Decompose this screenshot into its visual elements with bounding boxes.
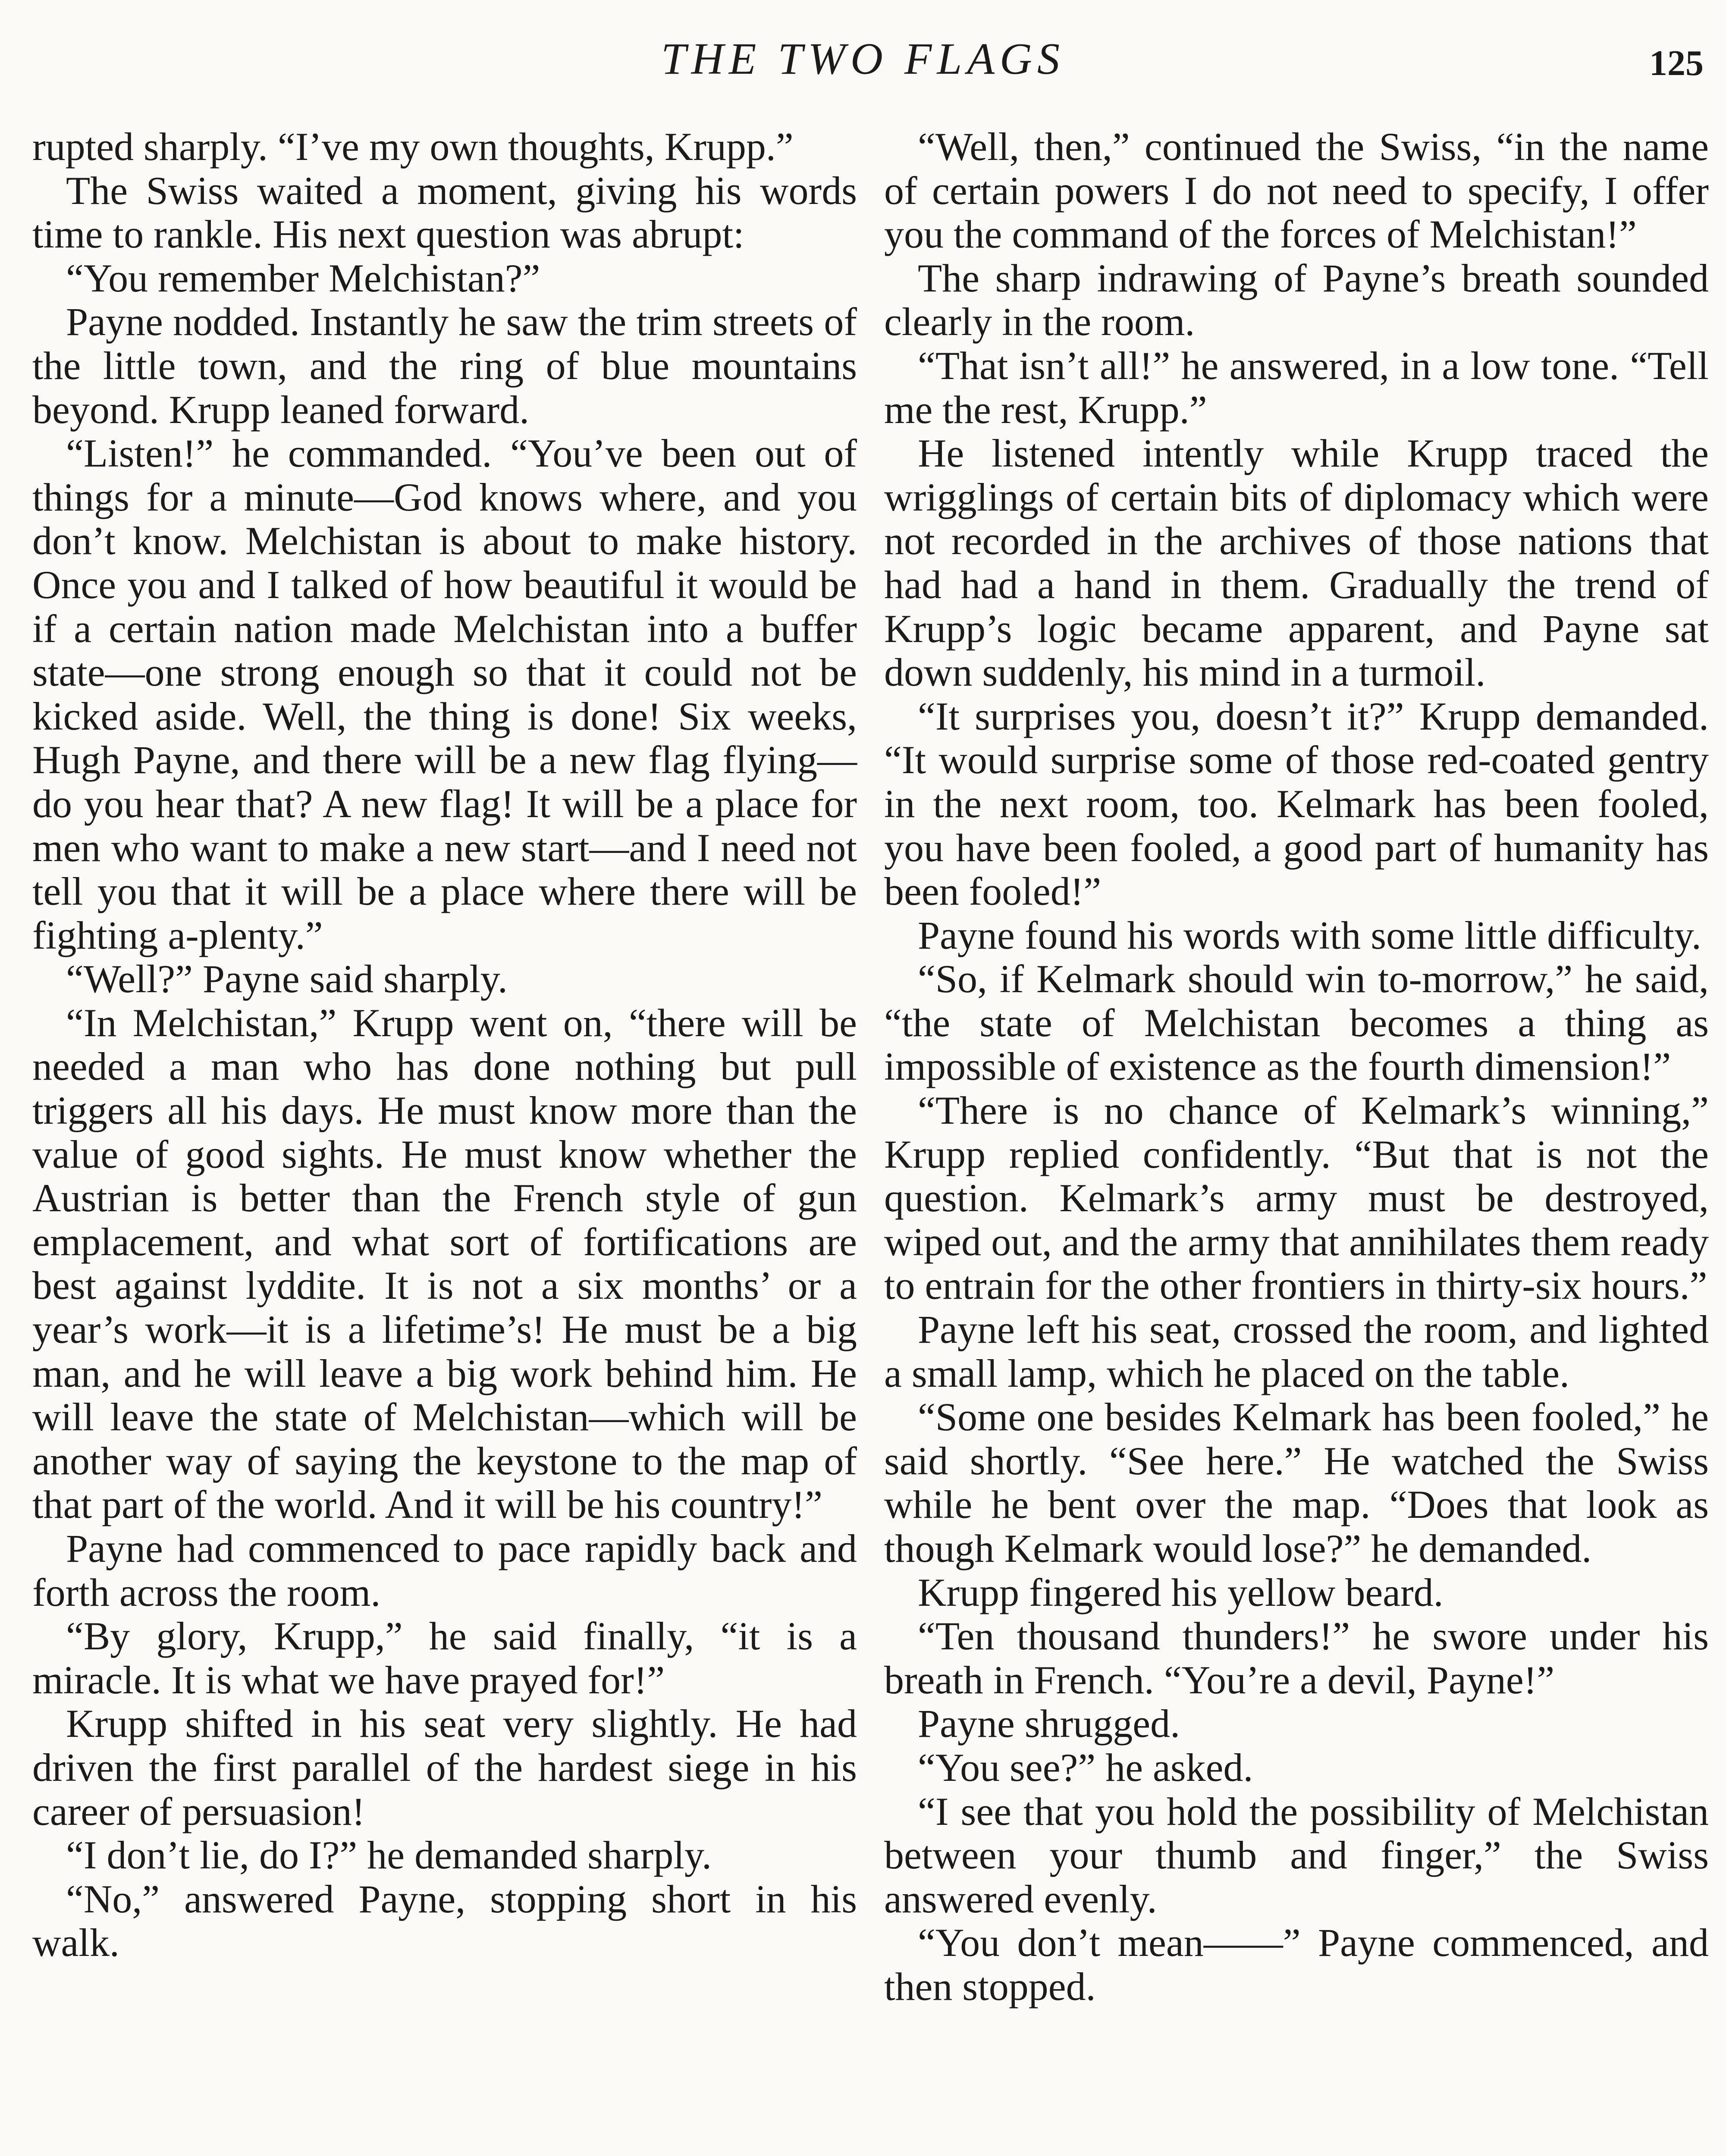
running-title: THE TWO FLAGS [661, 34, 1065, 84]
paragraph: He listened intently while Krupp traced the wrigglings of certain bits of diplomacy which were not recorded in the archives of those nations that had had a hand in them. Gradually the trend of Krupp’s logic became apparent, and Payne sat down suddenly, his mind in a turmoil. [884, 431, 1709, 695]
paragraph: “That isn’t all!” he answered, in a low tone. “Tell me the rest, Krupp.” [884, 343, 1709, 432]
paragraph: “There is no chance of Kelmark’s winning,” Krupp replied confidently. “But that is not the question. Kelmark’s army must be destroyed, wiped out, and the army that annihilates them ready to entrain for the other frontiers in thirty-six hours.” [884, 1088, 1709, 1308]
paragraph: Payne had commenced to pace rapidly back and forth across the room. [32, 1526, 857, 1614]
paragraph: rupted sharply. “I’ve my own thoughts, Krupp.” [32, 125, 794, 169]
paragraph: “You remember Melchistan?” [66, 256, 540, 300]
paragraph: Payne nodded. Instantly he saw the trim streets of the little town, and the ring of blue mountains beyond. Krupp leaned forward. [32, 300, 857, 432]
paragraph: “You don’t mean——” Payne commenced, and then stopped. [884, 1921, 1709, 2009]
paragraph: “Listen!” he commanded. “You’ve been out of things for a minute—God knows where, and you don’t know. Melchistan is about to make history. Once you and I talked of how beautiful it would be if a certain nation made Melchistan into a buffer state—one strong enough so that it could not be kicked aside. Well, the thing is done! Six weeks, Hugh Payne, and there will be a new flag flying—do you hear that? A new flag! It will be a place for men who want to make a new start—and I need not tell you that it will be a place where there will be fighting a-plenty.” [32, 431, 857, 957]
paragraph: “In Melchistan,” Krupp went on, “there will be needed a man who has done nothing but pull triggers all his days. He must know more than the value of good sights. He must know whether the Austrian is better than the French style of gun emplacement, and what sort of fortifications are best against lyddite. It is not a six months’ or a year’s work—it is a lifetime’s! He must be a big man, and he will leave a big work behind him. He will leave the state of Melchistan—which will be another way of saying the keystone to the map of that part of the world. And it will be his country!” [32, 1000, 857, 1527]
paragraph: The Swiss waited a moment, giving his words time to rankle. His next question was abrupt: [32, 168, 857, 257]
paragraph: “Well?” Payne said sharply. [66, 957, 508, 1001]
paragraph: “Ten thousand thunders!” he swore under his breath in French. “You’re a devil, Payne!” [884, 1614, 1709, 1702]
paragraph: “I don’t lie, do I?” he demanded sharply. [66, 1833, 712, 1877]
page-number: 125 [1649, 43, 1704, 83]
paragraph: “It surprises you, doesn’t it?” Krupp demanded. “It would surprise some of those red-coated gentry in the next room, too. Kelmark has been fooled, you have been fooled, a good part of humanity has been fooled!” [884, 694, 1709, 914]
paragraph: “By glory, Krupp,” he said finally, “it is a miracle. It is what we have prayed for!” [32, 1614, 857, 1702]
right-column [884, 125, 1709, 2009]
paragraph: “You see?” he asked. [918, 1745, 1253, 1789]
paragraph: “Well, then,” continued the Swiss, “in the name of certain powers I do not need to specify, I offer you the command of the forces of Melchistan!” [884, 125, 1709, 257]
paragraph: The sharp indrawing of Payne’s breath sounded clearly in the room. [884, 256, 1709, 344]
paragraph: Krupp fingered his yellow beard. [918, 1570, 1444, 1614]
left-column [32, 125, 857, 1965]
paragraph: Payne found his words with some little difficulty. [918, 913, 1701, 957]
paragraph: “So, if Kelmark should win to-morrow,” he said, “the state of Melchistan becomes a thing as impossible of existence as the fourth dimension!” [884, 957, 1709, 1089]
paragraph: “No,” answered Payne, stopping short in his walk. [32, 1877, 857, 1965]
paragraph: Krupp shifted in his seat very slightly. He had driven the first parallel of the hardest siege in his career of persuasion! [32, 1702, 857, 1833]
page-header [0, 31, 1726, 87]
paragraph: “I see that you hold the possibility of Melchistan between your thumb and finger,” the Swiss answered evenly. [884, 1789, 1709, 1921]
paragraph: Payne shrugged. [918, 1702, 1180, 1746]
paragraph: Payne left his seat, crossed the room, and lighted a small lamp, which he placed on the table. [884, 1307, 1709, 1395]
paragraph: “Some one besides Kelmark has been fooled,” he said shortly. “See here.” He watched the Swiss while he bent over the map. “Does that look as though Kelmark would lose?” he demanded. [884, 1395, 1709, 1570]
